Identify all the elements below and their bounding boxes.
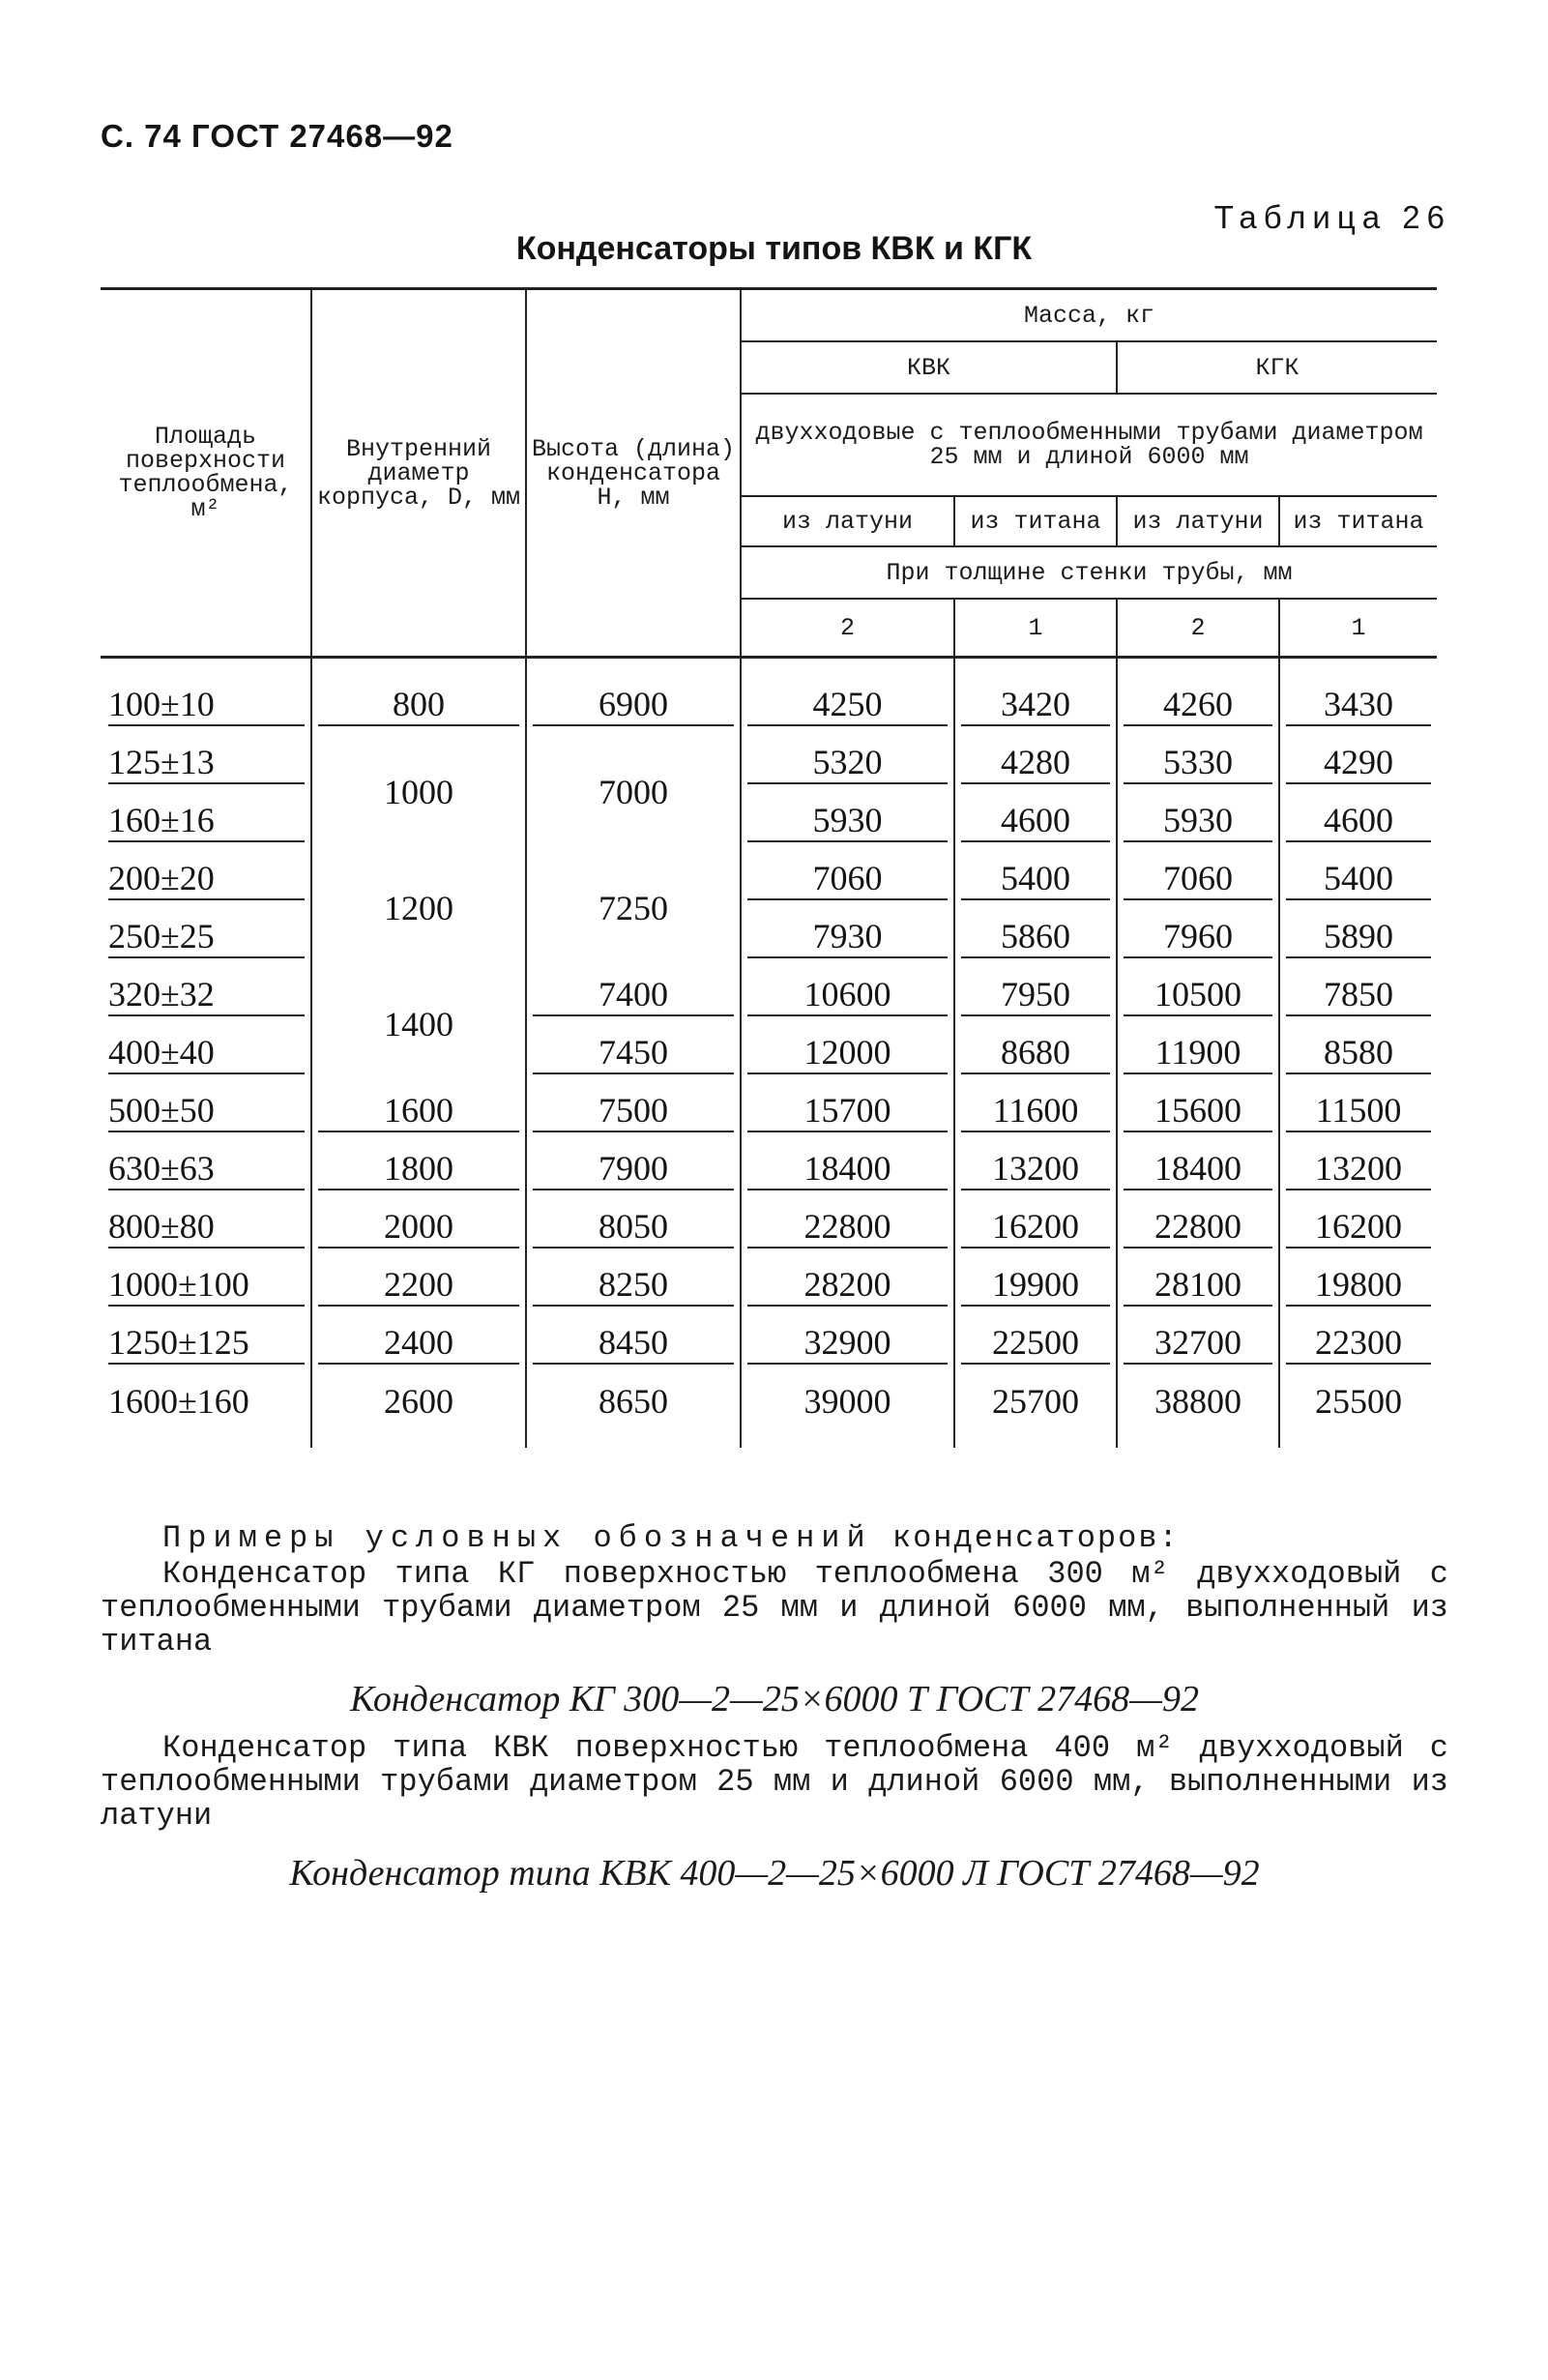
example-1-text: [101, 1557, 1448, 1659]
header-wall-kvk-titanium: 1: [954, 599, 1117, 658]
table-row: [101, 908, 1437, 966]
table-row: [101, 1372, 1437, 1430]
cell-area: 1600±160: [108, 1382, 249, 1421]
table-row: [101, 966, 1437, 1024]
cell-area: 125±13: [108, 742, 305, 784]
cell-kgk-brass: 4260: [1124, 684, 1272, 726]
cell-diameter: 800: [318, 684, 519, 726]
cell-kgk-titanium: 4290: [1286, 742, 1431, 784]
cell-diameter: 1200: [384, 889, 453, 927]
cell-area: 100±10: [108, 684, 305, 726]
header-kvk-brass: из латуни: [741, 496, 954, 546]
table-row: [101, 676, 1437, 734]
cell-kvk-titanium: 25700: [992, 1382, 1079, 1421]
table-row: [101, 1256, 1437, 1314]
cell-diameter: 2000: [318, 1206, 519, 1249]
cell-height: 7000: [599, 773, 668, 811]
cell-area: 630±63: [108, 1148, 305, 1190]
cell-kvk-titanium: 11600: [961, 1090, 1110, 1132]
table-title: Конденсаторы типов КВК и КГК: [515, 230, 1033, 267]
cell-area: 160±16: [108, 800, 305, 842]
cell-diameter: 2200: [318, 1264, 519, 1307]
cell-height: 7450: [533, 1032, 734, 1074]
table-row: [101, 850, 1437, 908]
examples-heading-tail: конденсаторов:: [891, 1520, 1180, 1556]
cell-diameter: 1800: [318, 1148, 519, 1190]
cell-kgk-titanium: 11500: [1286, 1090, 1431, 1132]
cell-height: 7400: [533, 974, 734, 1016]
cell-height: 8650: [599, 1382, 668, 1421]
cell-height: 8050: [533, 1206, 734, 1249]
cell-diameter: 1600: [318, 1090, 519, 1132]
cell-diameter: 1400: [384, 1005, 453, 1043]
table-row: [101, 792, 1437, 850]
cell-kgk-titanium: 5890: [1286, 916, 1431, 958]
cell-kgk-titanium: 4600: [1286, 800, 1431, 842]
cell-kvk-brass: 10600: [747, 974, 948, 1016]
header-diameter: Внутренний диаметр корпуса, D, мм: [311, 289, 526, 658]
cell-area: 500±50: [108, 1090, 305, 1132]
header-kvk: КВК: [741, 341, 1117, 394]
cell-kvk-titanium: 4280: [961, 742, 1110, 784]
cell-kgk-brass: 7960: [1124, 916, 1272, 958]
table-row: [101, 1024, 1437, 1082]
cell-area: 320±32: [108, 974, 305, 1016]
cell-kgk-brass: 15600: [1124, 1090, 1272, 1132]
cell-kgk-titanium: 5400: [1286, 858, 1431, 900]
cell-kgk-titanium: 19800: [1286, 1264, 1431, 1307]
cell-kvk-brass: 5930: [747, 800, 948, 842]
example-2-text-content: Конденсатор типа КВК поверхностью теплообмена 400 м² двухходовый с теплообменными трубами диаметром 25 мм и длиной 6000 мм, выполненными из латуни: [101, 1730, 1448, 1834]
cell-kvk-titanium: 3420: [961, 684, 1110, 726]
cell-area: 200±20: [108, 858, 305, 900]
table-row: [101, 1198, 1437, 1256]
examples-heading: [162, 1520, 1180, 1556]
cell-height: 7500: [533, 1090, 734, 1132]
cell-kgk-brass: 38800: [1154, 1382, 1241, 1421]
cell-height: 8250: [533, 1264, 734, 1307]
table-header: [101, 289, 1437, 658]
table-row: [101, 1140, 1437, 1198]
cell-kvk-titanium: 8680: [961, 1032, 1110, 1074]
cell-kgk-titanium: 22300: [1286, 1322, 1431, 1365]
cell-kgk-brass: 18400: [1124, 1148, 1272, 1190]
cell-kvk-titanium: 19900: [961, 1264, 1110, 1307]
cell-kvk-brass: 18400: [747, 1148, 948, 1190]
cell-kgk-titanium: 13200: [1286, 1148, 1431, 1190]
cell-kgk-titanium: 25500: [1315, 1382, 1403, 1421]
example-1-designation: Конденсатор КГ 300—2—25×6000 Т ГОСТ 27468—92: [350, 1679, 1199, 1719]
cell-diameter: 1000: [384, 773, 453, 811]
cell-kgk-brass: 7060: [1124, 858, 1272, 900]
header-wall-note: При толщине стенки трубы, мм: [741, 546, 1437, 599]
header-height: Высота (длина) конденсатора H, мм: [526, 289, 741, 658]
cell-area: 1000±100: [108, 1264, 305, 1307]
cell-kvk-brass: 7060: [747, 858, 948, 900]
cell-kgk-brass: 5930: [1124, 800, 1272, 842]
cell-kvk-titanium: 22500: [961, 1322, 1110, 1365]
cell-kgk-titanium: 3430: [1286, 684, 1431, 726]
header-kgk-brass: из латуни: [1117, 496, 1279, 546]
cell-area: 250±25: [108, 916, 305, 958]
cell-kvk-brass: 15700: [747, 1090, 948, 1132]
cell-kgk-brass: 11900: [1124, 1032, 1272, 1074]
cell-kgk-brass: 22800: [1124, 1206, 1272, 1249]
cell-kvk-brass: 12000: [747, 1032, 948, 1074]
cell-kvk-brass: 39000: [803, 1382, 891, 1421]
cell-kvk-brass: 28200: [747, 1264, 948, 1307]
header-tubes-note: двухходовые с теплообменными трубами диаметром 25 мм и длиной 6000 мм: [741, 394, 1437, 496]
cell-kvk-brass: 7930: [747, 916, 948, 958]
example-2-designation: Конденсатор типа КВК 400—2—25×6000 Л ГОСТ 27468—92: [289, 1853, 1260, 1894]
table-row: [101, 1314, 1437, 1372]
cell-diameter: 2400: [318, 1322, 519, 1365]
cell-kgk-titanium: 16200: [1286, 1206, 1431, 1249]
header-kgk: КГК: [1117, 341, 1437, 394]
example-2-text: [101, 1731, 1448, 1833]
cell-kvk-brass: 22800: [747, 1206, 948, 1249]
header-mass: Масса, кг: [741, 289, 1437, 342]
table-row: [101, 1082, 1437, 1140]
cell-kgk-brass: 10500: [1124, 974, 1272, 1016]
cell-kvk-titanium: 13200: [961, 1148, 1110, 1190]
cell-kvk-titanium: 5400: [961, 858, 1110, 900]
header-wall-kgk-brass: 2: [1117, 599, 1279, 658]
condenser-table: [101, 287, 1437, 1448]
cell-kgk-titanium: 8580: [1286, 1032, 1431, 1074]
example-1-text-content: Конденсатор типа КГ поверхностью теплообмена 300 м² двухходовый с теплообменными трубами диаметром 25 мм и длиной 6000 мм, выполненный из титана: [101, 1556, 1448, 1660]
cell-kvk-titanium: 7950: [961, 974, 1110, 1016]
cell-height: 7900: [533, 1148, 734, 1190]
cell-kgk-brass: 5330: [1124, 742, 1272, 784]
table-body: [101, 658, 1437, 1449]
cell-area: 400±40: [108, 1032, 305, 1074]
table-label: Таблица 26: [1213, 199, 1451, 235]
cell-height: 7250: [599, 889, 668, 927]
cell-area: 800±80: [108, 1206, 305, 1249]
examples-heading-spaced: Примеры условных обозначений: [162, 1520, 872, 1556]
header-wall-kgk-titanium: 1: [1279, 599, 1437, 658]
cell-kvk-titanium: 16200: [961, 1206, 1110, 1249]
cell-diameter: 2600: [384, 1382, 453, 1421]
header-kvk-titanium: из титана: [954, 496, 1117, 546]
header-wall-kvk-brass: 2: [741, 599, 954, 658]
cell-kvk-brass: 4250: [747, 684, 948, 726]
cell-kvk-brass: 32900: [747, 1322, 948, 1365]
header-area: Площадь поверхности теплообмена, м²: [101, 289, 311, 658]
cell-height: 6900: [533, 684, 734, 726]
cell-kgk-brass: 28100: [1124, 1264, 1272, 1307]
header-kgk-titanium: из титана: [1279, 496, 1437, 546]
table-row: [101, 734, 1437, 792]
cell-kvk-titanium: 5860: [961, 916, 1110, 958]
cell-kvk-brass: 5320: [747, 742, 948, 784]
cell-kgk-brass: 32700: [1124, 1322, 1272, 1365]
page-header: С. 74 ГОСТ 27468—92: [101, 118, 453, 154]
cell-kvk-titanium: 4600: [961, 800, 1110, 842]
cell-height: 8450: [533, 1322, 734, 1365]
cell-area: 1250±125: [108, 1322, 305, 1365]
cell-kgk-titanium: 7850: [1286, 974, 1431, 1016]
